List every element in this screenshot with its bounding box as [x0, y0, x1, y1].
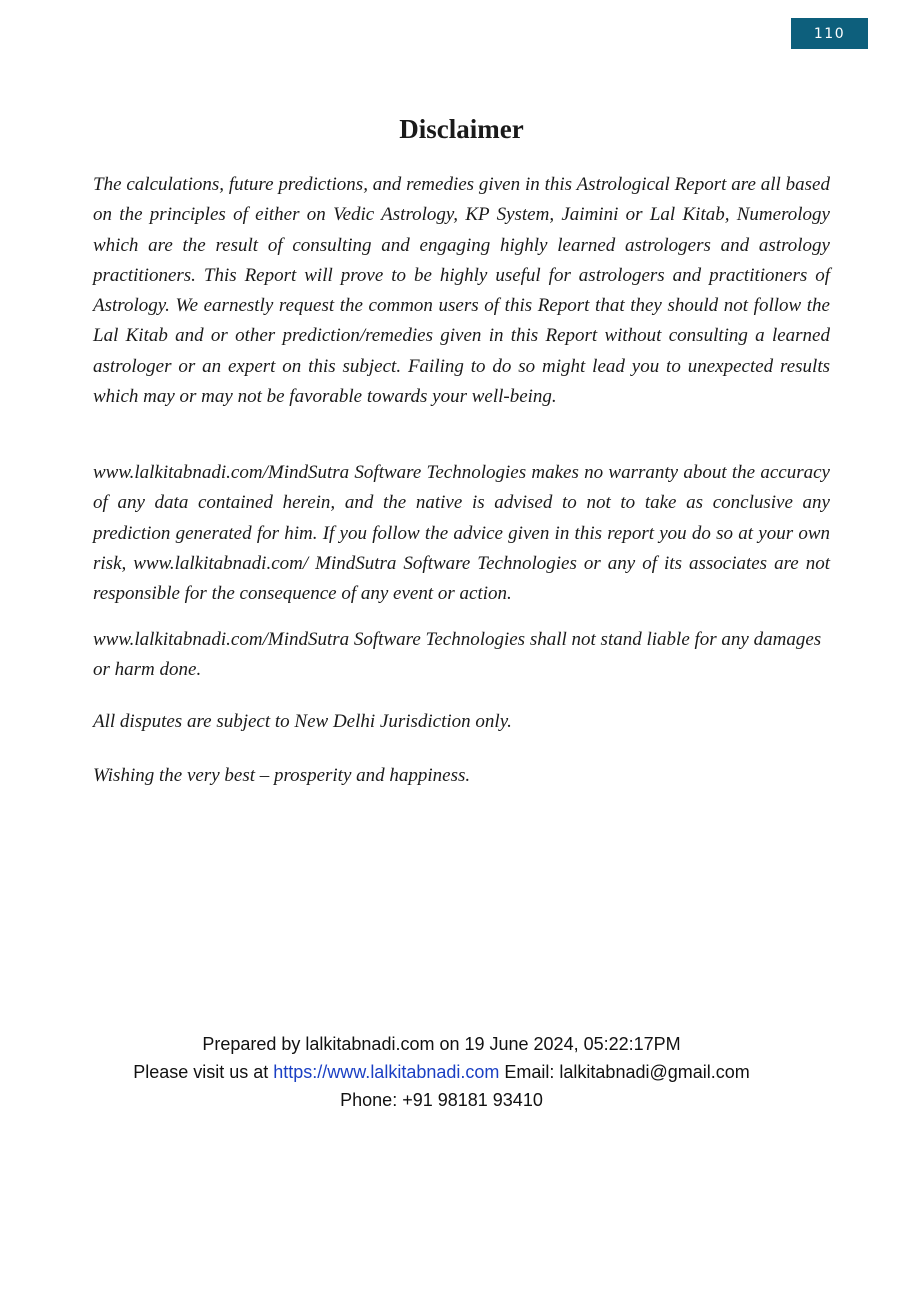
page-number: 110 [813, 25, 846, 42]
disclaimer-paragraph-calculations: The calculations, future predictions, and remedies given in this Astrological Report are all based on the principles of either on Vedic Astrology, KP System, Jaimini or Lal Kitab, Numerology which are the result of consulting and engaging highly learned astrologers and astrology practitioners. This Report will prove to be highly useful for astrologers and practitioners of Astrology. We earnestly request the common users of this Report that they should not follow the Lal Kitab and or other prediction/remedies given in this Report without consulting a learned astrologer or an expert on this subject. Failing to do so might lead you to unexpected results which may or may not be favorable towards your well-being. [93, 174, 830, 408]
disclaimer-paragraph-jurisdiction: All disputes are subject to New Delhi Jurisdiction only. [93, 711, 512, 732]
website-link[interactable]: https://www.lalkitabnadi.com [273, 1062, 500, 1082]
page-title: Disclaimer [399, 114, 524, 144]
footer-visit-prefix: Please visit us at [133, 1062, 269, 1082]
footer-phone: Phone: +91 98181 93410 [340, 1090, 543, 1110]
disclaimer-paragraph-warranty: www.lalkitabnadi.com/MindSutra Software Technologies makes no warranty about the accuracy of any data contained herein, and the native is advised to not to take as conclusive any prediction generated for him. If you follow the advice given in this report you do so at your own risk, www.lalkitabnadi.com/ MindSutra Software Technologies or any of its associates are not responsible for the consequence of any event or action. [93, 462, 830, 605]
footer-prepared-by: Prepared by lalkitabnadi.com on 19 June 2024, 05:22:17PM [202, 1034, 681, 1054]
report-footer [0, 1030, 883, 1114]
page-number-badge [791, 18, 868, 49]
footer-email: Email: lalkitabnadi@gmail.com [504, 1062, 750, 1082]
footer-contact-line [0, 1058, 883, 1086]
disclaimer-paragraph-wishes: Wishing the very best – prosperity and happiness. [93, 765, 471, 786]
disclaimer-paragraph-liability: www.lalkitabnadi.com/MindSutra Software Technologies shall not stand liable for any damages or harm done. [93, 629, 822, 681]
